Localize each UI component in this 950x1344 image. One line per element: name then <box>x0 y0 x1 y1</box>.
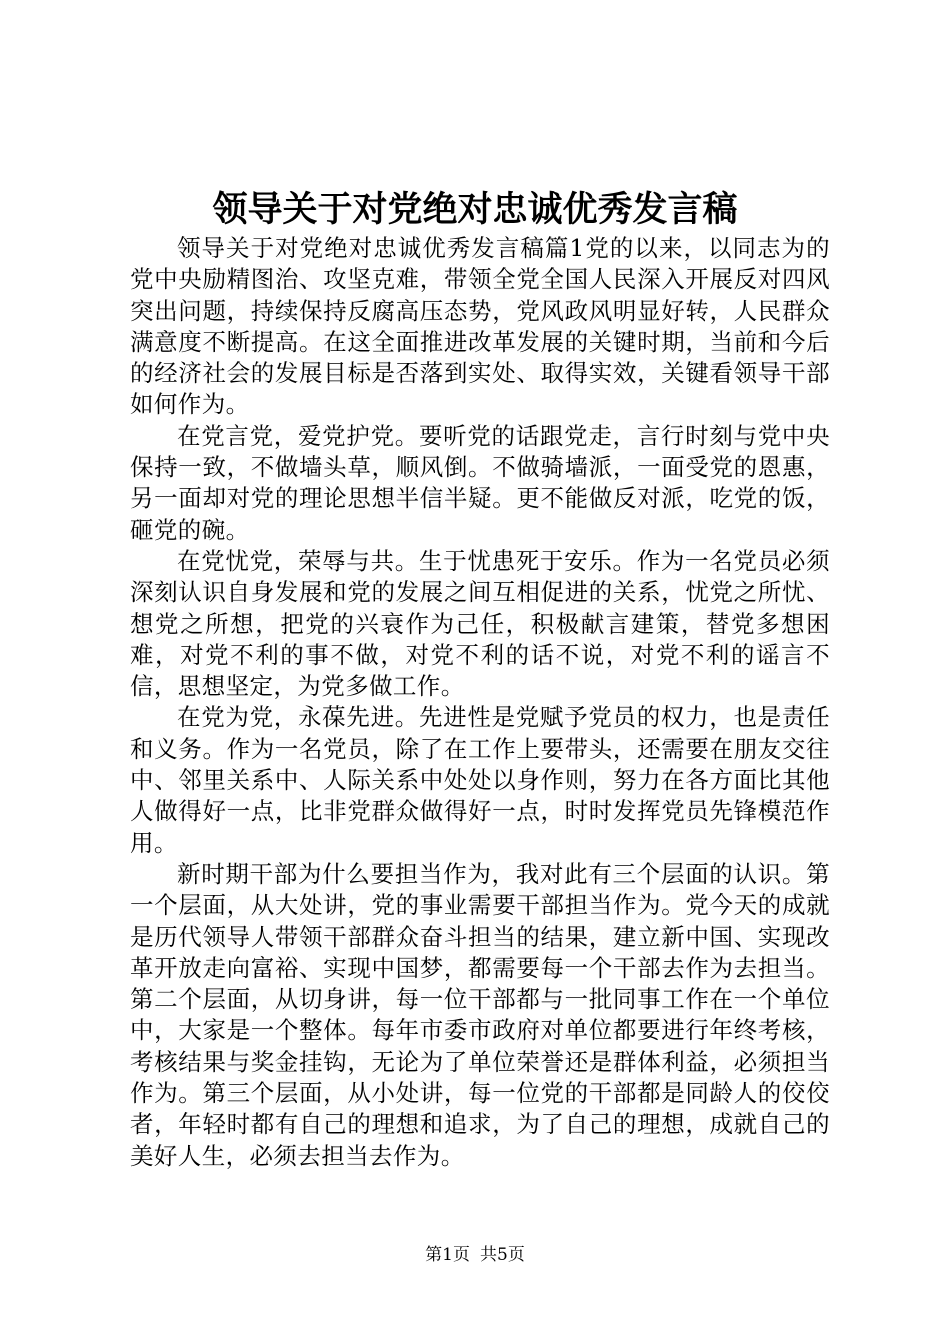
paragraph: 在党为党，永葆先进。先进性是党赋予党员的权力，也是责任和义务。作为一名党员，除了在工作上要带头，还需要在朋友交往中、邻里关系中、人际关系中处处以身作则，努力在各方面比其他人做得好一点，比非党群众做得好一点，时时发挥党员先锋模范作用。 <box>130 703 830 857</box>
paragraph: 在党言党，爱党护党。要听党的话跟党走，言行时刻与党中央保持一致，不做墙头草，顺风倒。不做骑墙派，一面受党的恩惠，另一面却对党的理论思想半信半疑。更不能做反对派，吃党的饭，砸党的碗。 <box>130 421 830 544</box>
page-total: 共5页 <box>480 1245 525 1265</box>
paragraph: 领导关于对党绝对忠诚优秀发言稿篇1党的以来，以同志为的党中央励精图治、攻坚克难，带领全党全国人民深入开展反对四风突出问题，持续保持反腐高压态势，党风政风明显好转，人民群众满意度不断提高。在这全面推进改革发展的关键时期，当前和今后的经济社会的发展目标是否落到实处、取得实效，关键看领导干部如何作为。 <box>130 234 830 419</box>
page-number: 第1页 <box>425 1245 470 1265</box>
page-footer <box>0 1245 950 1265</box>
document-body <box>130 233 830 1172</box>
paragraph: 在党忧党，荣辱与共。生于忧患死于安乐。作为一名党员必须深刻认识自身发展和党的发展之间互相促进的关系，忧党之所忧、想党之所想，把党的兴衰作为己任，积极献言建策，替党多想困难，对党不利的事不做，对党不利的话不说，对党不利的谣言不信，思想坚定，为党多做工作。 <box>130 546 830 701</box>
paragraph: 新时期干部为什么要担当作为，我对此有三个层面的认识。第一个层面，从大处讲，党的事业需要干部担当作为。党今天的成就是历代领导人带领干部群众奋斗担当的结果，建立新中国、实现改革开放走向富裕、实现中国梦，都需要每一个干部去作为去担当。第二个层面，从切身讲，每一位干部都与一批同事工作在一个单位中，大家是一个整体。每年市委市政府对单位都要进行年终考核，考核结果与奖金挂钩，无论为了单位荣誉还是群体利益，必须担当作为。第三个层面，从小处讲，每一位党的干部都是同龄人的佼佼者，年轻时都有自己的理想和追求，为了自己的理想，成就自己的美好人生，必须去担当去作为。 <box>130 859 830 1170</box>
document-title: 领导关于对党绝对忠诚优秀发言稿 <box>212 189 738 230</box>
